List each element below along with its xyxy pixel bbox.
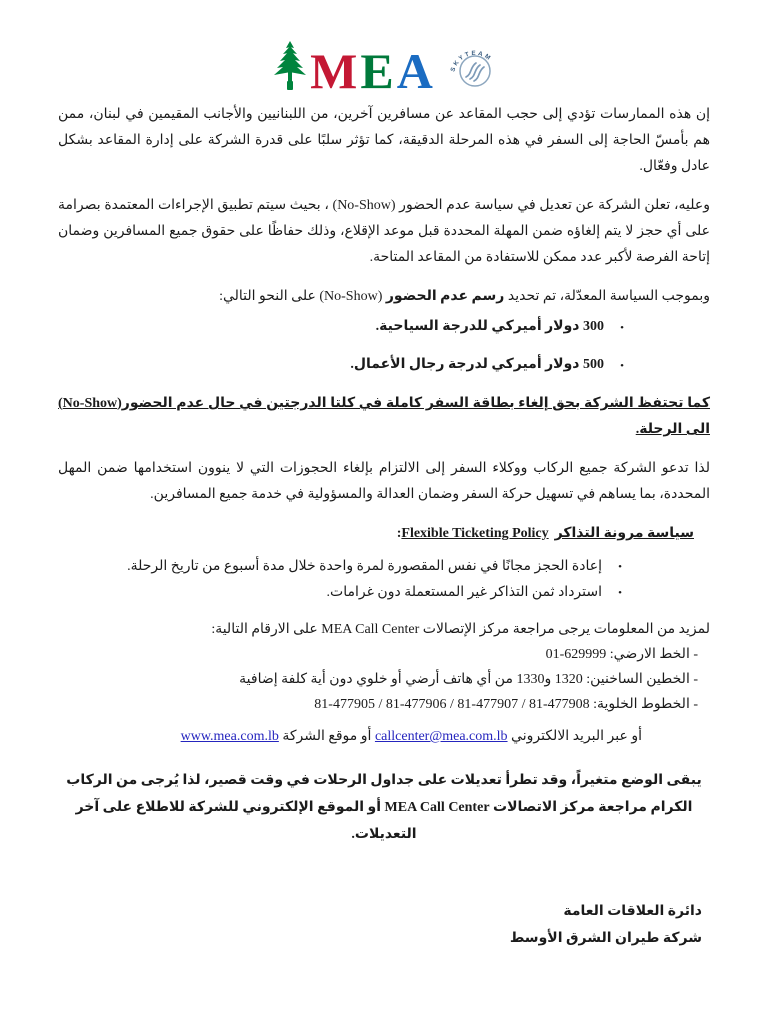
cellular-label: - الخطوط الخلوية: (589, 697, 698, 712)
paragraph-schedule-notice: يبقى الوضع متغيراً، وقد تطرأ تعديلات على جداول الرحلات في وقت قصير، لذا يُرجى من الركاب الكرام مراجعة مركز الاتصالات MEA Call Center أو الموقع الإلكتروني للشركة للاطلاع على آخر التعديلات. (66, 773, 702, 842)
mea-wordmark (310, 43, 436, 99)
mea-letter-a: A (396, 43, 436, 99)
signature-department: دائرة العلاقات العامة (563, 904, 702, 919)
contact-hotline: - الخطين الساخنين: 1320 و1330 من أي هاتف أرضي أو خلوي دون أية كلفة إضافية (239, 672, 698, 687)
list-item (58, 555, 710, 579)
list-item (58, 314, 710, 341)
fee-intro-bold: رسم عدم الحضور (385, 289, 505, 304)
website-prefix: أو موقع الشركة (278, 729, 375, 744)
mea-letter-m: M (310, 43, 361, 99)
contact-landline (58, 642, 698, 667)
bullet-icon: • (618, 587, 622, 599)
paragraph-no-show-announcement: وعليه، تعلن الشركة عن تعديل في سياسة عدم الحضور (No-Show) ، بحيث سيتم تطبيق الإجراءات المعتمدة بصرامة على أي حجز لا يتم إلغاؤه ضمن المهلة المحددة قبل موعد الإقلاع، وذلك حفاظًا على حقوق جميع المسافرين وضمان إتاحة الفرصة لأكبر عدد ممكن للاستفادة من المقاعد المتاحة. (58, 198, 710, 265)
landline-number: 01-629999 (545, 647, 607, 662)
contact-cellular (58, 692, 698, 717)
flexible-policy-list (58, 555, 710, 605)
fee-business: 500 دولار أميركي لدرجة رجال الأعمال. (350, 357, 604, 372)
fee-intro-prefix: وبموجب السياسة المعدّلة، تم تحديد (504, 289, 710, 304)
paragraph-practices: إن هذه الممارسات تؤدي إلى حجب المقاعد عن مسافرين آخرين، من اللبنانيين والأجانب المقيمين في لبنان، ممن هم بأمسّ الحاجة إلى السفر في هذه المرحلة الدقيقة، كما تؤثر سلبًا على قدرة الشركة على إدارة المقاعد بشكل عادل وفعّال. (58, 107, 710, 174)
paragraph-ticket-cancellation: كما تحتفظ الشركة بحق إلغاء بطاقة السفر كاملة في كلتا الدرجتين في حال عدم الحضور(No-Show) الى الرحلة. (58, 396, 710, 437)
skyteam-logo-icon (446, 38, 502, 94)
heading-english: Flexible Ticketing Policy (401, 526, 549, 541)
flex-item-refund: استرداد ثمن التذاكر غير المستعملة دون غرامات. (326, 585, 602, 600)
email-link[interactable]: callcenter@mea.com.lb (374, 729, 508, 744)
list-item (58, 352, 710, 379)
mea-letter-e: E (360, 43, 397, 99)
bullet-icon: • (620, 360, 624, 372)
cellular-numbers: 81-477905 / 81-477906 / 81-477907 / 81-477908 (314, 697, 590, 712)
flexible-ticketing-heading (58, 521, 694, 547)
bullet-icon: • (618, 561, 622, 573)
bullet-icon: • (620, 322, 624, 334)
landline-label: - الخط الارضي: (606, 647, 698, 662)
flex-item-rebooking: إعادة الحجز مجانًا في نفس المقصورة لمرة واحدة خلال مدة أسبوع من تاريخ الرحلة. (127, 559, 602, 574)
email-prefix: أو عبر البريد الالكتروني (507, 729, 642, 744)
heading-colon: : (396, 526, 402, 541)
paragraph-fee-intro (58, 284, 710, 310)
website-link[interactable]: www.mea.com.lb (180, 729, 279, 744)
cedar-tree-icon (266, 40, 314, 92)
signature-block (58, 898, 702, 952)
skyteam-label: SKYTEAM (449, 49, 494, 73)
fee-economy: 300 دولار أميركي للدرجة السياحية. (375, 319, 604, 334)
fee-intro-noshow: (No-Show) (315, 289, 386, 304)
contact-intro: لمزيد من المعلومات يرجى مراجعة مركز الإتصالات MEA Call Center على الارقام التالية: (211, 622, 710, 637)
mea-logo (58, 40, 710, 99)
fee-list (58, 314, 710, 379)
fee-intro-suffix: على النحو التالي: (219, 289, 316, 304)
list-item (58, 581, 710, 605)
online-contact (58, 724, 642, 750)
signature-company: شركة طيران الشرق الأوسط (509, 931, 702, 946)
paragraph-invitation: لذا تدعو الشركة جميع الركاب ووكلاء السفر إلى الالتزام بإلغاء الحجوزات التي لا ينوون استخدامها ضمن المهل المحددة، بما يساهم في تسهيل حركة السفر وضمان العدالة والمسؤولية في خدمة جميع المسافرين. (58, 461, 710, 502)
heading-arabic: سياسة مرونة التذاكر (554, 526, 694, 541)
